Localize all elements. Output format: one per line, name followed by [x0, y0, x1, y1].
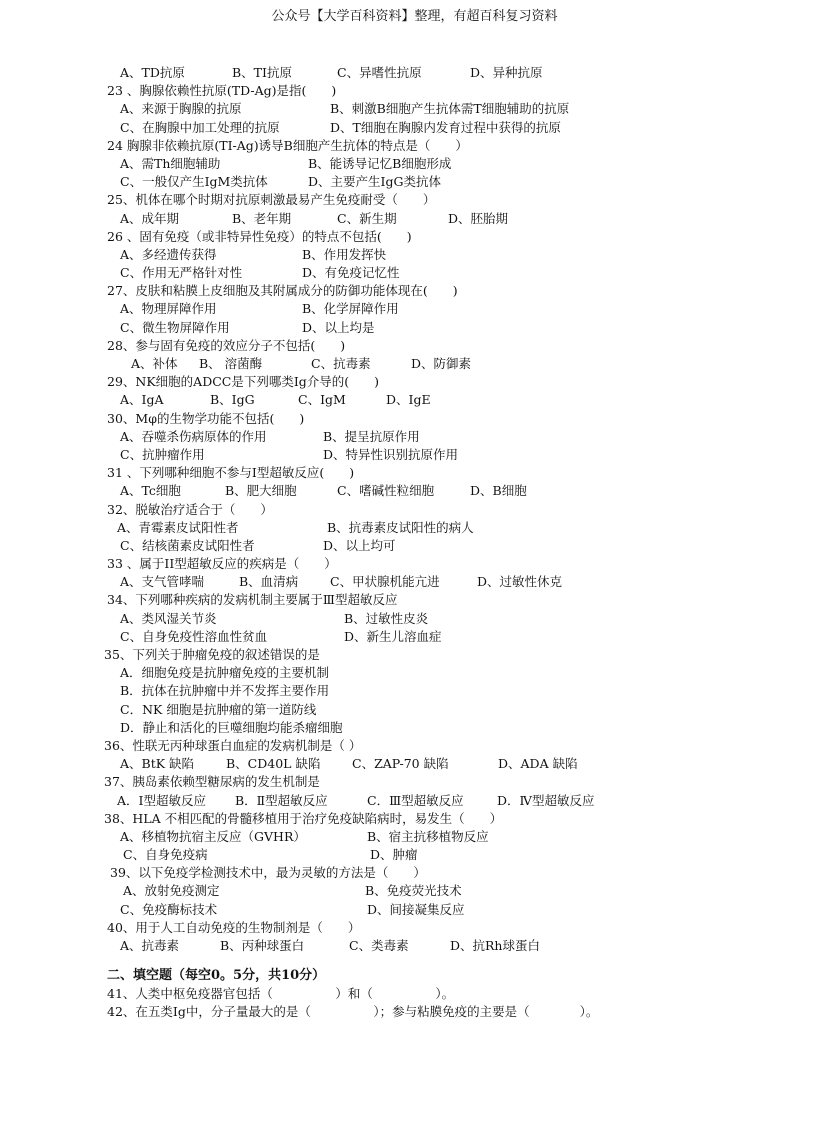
question-line	[107, 519, 807, 537]
question-line	[107, 391, 807, 409]
question-line	[107, 191, 807, 209]
answer-option: C、IgM	[298, 392, 346, 408]
answer-option: A、补体	[131, 356, 178, 371]
question-line	[107, 919, 807, 937]
answer-option: B、老年期	[232, 210, 292, 226]
question-text: 34、下列哪种疾病的发病机制主要属于Ⅲ型超敏反应	[107, 592, 398, 608]
answer-option: A、青霉素皮试阳性者	[117, 519, 239, 535]
question-line	[107, 846, 807, 864]
answer-option: A、来源于胸腺的抗原	[120, 101, 242, 117]
answer-option: B、血清病	[239, 574, 299, 590]
question-line	[107, 701, 807, 719]
answer-option: D、B细胞	[470, 483, 527, 499]
question-line	[104, 646, 807, 664]
question-line	[107, 82, 807, 100]
answer-option: C、免疫酶标技术	[120, 901, 218, 917]
answer-option: C、抗毒素	[311, 356, 371, 371]
question-text: 30、Mφ的生物学功能不包括( )	[107, 410, 305, 426]
answer-option: C、甲状腺机能亢进	[330, 574, 440, 590]
answer-option: D、以上均可	[323, 537, 396, 553]
question-text: 40、用于人工自动免疫的生物制剂是（ ）	[107, 919, 361, 935]
question-line	[107, 282, 807, 300]
answer-option: A、物理屏障作用	[120, 301, 217, 317]
answer-option: B、能诱导记忆B细胞形成	[308, 155, 452, 171]
answer-option: A、类风湿关节炎	[120, 610, 217, 626]
answer-option: A、吞噬杀伤病原体的作用	[120, 428, 267, 444]
question-line	[107, 373, 807, 391]
question-line	[107, 755, 807, 773]
question-line	[107, 719, 807, 737]
answer-option: C、异嗜性抗原	[337, 65, 422, 80]
answer-option: D．Ⅳ型超敏反应	[497, 792, 595, 808]
question-line	[107, 464, 807, 482]
answer-option: D、IgE	[386, 392, 431, 408]
answer-option: B、 溶菌酶	[199, 356, 263, 371]
answer-option: C、结核菌素皮试阳性者	[120, 537, 255, 553]
answer-option: C、自身免疫性溶血性贫血	[120, 628, 268, 644]
answer-option: C、微生物屏障作用	[120, 319, 230, 335]
question-text: 31 、下列哪种细胞不参与I型超敏反应( )	[107, 465, 355, 481]
question-list	[104, 64, 807, 955]
answer-option: B、肥大细胞	[225, 483, 297, 499]
answer-option: D、主要产生IgG类抗体	[308, 174, 441, 190]
answer-option: A．Ⅰ型超敏反应	[117, 792, 206, 808]
question-text: 36、性联无丙种球蛋白血症的发病机制是（ ）	[104, 737, 362, 753]
question-line	[107, 410, 807, 428]
answer-option: B、IgG	[210, 392, 255, 408]
answer-option: D、新生儿溶血症	[344, 628, 442, 644]
question-text: 32、脱敏治疗适合于（ ）	[107, 501, 273, 517]
answer-option: A、需Th细胞辅助	[120, 155, 221, 171]
question-line	[107, 937, 807, 955]
answer-option: B、过敏性皮炎	[344, 610, 429, 626]
answer-option: B、化学屏障作用	[302, 301, 399, 317]
question-line	[107, 100, 807, 118]
question-line	[107, 537, 807, 555]
answer-option: C、类毒素	[349, 938, 409, 953]
answer-option: D、有免疫记忆性	[302, 265, 400, 281]
question-line	[107, 228, 807, 246]
question-text: 37、胰岛素依赖型糖尿病的发生机制是	[104, 774, 320, 790]
answer-option: B、免疫荧光技术	[365, 883, 462, 899]
question-text: 27、皮肤和粘膜上皮细胞及其附属成分的防御功能体现在( )	[107, 283, 458, 299]
page-header: 公众号【大学百科资料】整理，有超百科复习资料	[271, 9, 558, 24]
answer-option: D、胚胎期	[448, 210, 509, 226]
question-line	[107, 682, 807, 700]
answer-option: C、一般仅产生IgM类抗体	[120, 174, 268, 190]
answer-option: A、成年期	[120, 210, 180, 226]
question-line	[107, 155, 807, 173]
answer-option: D、T细胞在胸腺内发育过程中获得的抗原	[330, 119, 561, 135]
question-line	[104, 810, 807, 828]
question-line	[107, 591, 807, 609]
answer-option: B、抗毒素皮试阳性的病人	[327, 519, 474, 535]
answer-option: B．Ⅱ型超敏反应	[235, 792, 328, 808]
question-line	[107, 664, 807, 682]
answer-option: B．抗体在抗肿瘤中并不发挥主要作用	[120, 683, 330, 699]
answer-option: A、移植物抗宿主反应（GVHR）	[120, 828, 306, 844]
answer-option: D、过敏性休克	[477, 574, 563, 590]
answer-option: A、IgA	[120, 392, 164, 408]
question-line	[107, 210, 807, 228]
answer-option: D、间接凝集反应	[367, 901, 465, 917]
question-text: 28、参与固有免疫的效应分子不包括( )	[107, 337, 346, 353]
answer-option: B、宿主抗移植物反应	[367, 828, 489, 844]
answer-option: D、以上均是	[302, 319, 375, 335]
answer-option: C、嗜碱性粒细胞	[337, 483, 435, 499]
question-text: 25、机体在哪个时期对抗原刺激最易产生免疫耐受（ ）	[107, 192, 436, 208]
question-line	[107, 300, 807, 318]
question-line	[107, 792, 807, 810]
answer-option: B、TI抗原	[232, 65, 292, 80]
question-text: 35、下列关于肿瘤免疫的叙述错误的是	[104, 647, 320, 662]
question-line	[107, 901, 807, 919]
question-line	[107, 628, 807, 646]
question-line	[104, 737, 807, 755]
question-line	[107, 173, 807, 191]
question-line	[107, 864, 807, 882]
answer-option: C、在胸腺中加工处理的抗原	[120, 119, 280, 135]
answer-option: A、BtK 缺陷	[120, 756, 195, 772]
answer-option: D、异种抗原	[470, 65, 543, 80]
question-text: 39、以下免疫学检测技术中，最为灵敏的方法是（ ）	[110, 865, 426, 881]
exam-content	[104, 64, 807, 1022]
answer-option: A、多经遗传获得	[120, 246, 217, 262]
question-line	[107, 446, 807, 464]
answer-option: D、ADA 缺陷	[498, 756, 578, 772]
question-line	[107, 246, 807, 264]
question-line	[107, 610, 807, 628]
question-line	[107, 64, 807, 82]
question-text: 24 胸腺非依赖抗原(TI-Ag)诱导B细胞产生抗体的特点是（ ）	[107, 137, 468, 153]
answer-option: C、自身免疫病	[123, 847, 208, 863]
answer-option: C、作用无严格针对性	[120, 265, 243, 281]
answer-option: B、CD40L 缺陷	[226, 756, 321, 772]
answer-option: A、抗毒素	[120, 938, 180, 953]
answer-option: B、刺激B细胞产生抗体需T细胞辅助的抗原	[330, 101, 570, 117]
question-line	[107, 573, 807, 591]
answer-option: C、抗肿瘤作用	[120, 446, 205, 462]
question-text: 29、NK细胞的ADCC是下列哪类Ig介导的( )	[107, 374, 380, 390]
question-text: 26 、固有免疫（或非特异性免疫）的特点不包括( )	[107, 228, 412, 244]
answer-option: A、TD抗原	[120, 65, 185, 80]
answer-option: C．Ⅲ型超敏反应	[367, 792, 464, 808]
answer-option: C．NK 细胞是抗肿瘤的第一道防线	[120, 701, 317, 717]
question-text: 38、HLA 不相匹配的骨髓移植用于治疗免疫缺陷病时，易发生（ ）	[104, 810, 503, 826]
answer-option: D、肿瘤	[370, 847, 418, 863]
question-line	[107, 428, 807, 446]
question-line	[107, 555, 807, 573]
answer-option: A、Tc细胞	[120, 483, 181, 499]
question-line	[104, 773, 807, 791]
answer-option: D、特异性识别抗原作用	[323, 446, 459, 462]
fill-blank-41: 41、人类中枢免疫器官包括（ ）和（ ）。	[107, 986, 455, 1002]
question-line	[107, 337, 807, 355]
answer-option: A、支气管哮喘	[120, 574, 205, 590]
answer-option: D．静止和活化的巨噬细胞均能杀瘤细胞	[120, 719, 343, 735]
question-line	[107, 319, 807, 337]
question-line	[107, 882, 807, 900]
question-text: 23 、胸腺依赖性抗原(TD-Ag)是指( )	[107, 83, 337, 99]
question-line	[107, 119, 807, 137]
answer-option: A、放射免疫测定	[123, 883, 220, 899]
answer-option: C、新生期	[337, 210, 397, 226]
section-title: 二、填空题（每空0。5分，共10分）	[107, 968, 326, 984]
answer-option: B、作用发挥快	[302, 246, 387, 262]
question-line	[107, 482, 807, 500]
question-text: 33 、属于II型超敏反应的疾病是（ ）	[107, 556, 337, 572]
question-line	[107, 137, 807, 155]
question-line	[107, 501, 807, 519]
answer-option: D、抗Rh球蛋白	[450, 938, 540, 953]
answer-option: B、提呈抗原作用	[323, 428, 420, 444]
fill-blank-42: 42、在五类Ig中，分子量最大的是（ ）；参与粘膜免疫的主要是（ ）。	[107, 1004, 599, 1020]
question-line	[107, 355, 807, 373]
answer-option: B、丙种球蛋白	[220, 938, 305, 953]
answer-option: D、防御素	[411, 356, 472, 371]
answer-option: A．细胞免疫是抗肿瘤免疫的主要机制	[120, 665, 330, 681]
question-line	[107, 828, 807, 846]
answer-option: C、ZAP-70 缺陷	[352, 756, 449, 772]
question-line	[107, 264, 807, 282]
